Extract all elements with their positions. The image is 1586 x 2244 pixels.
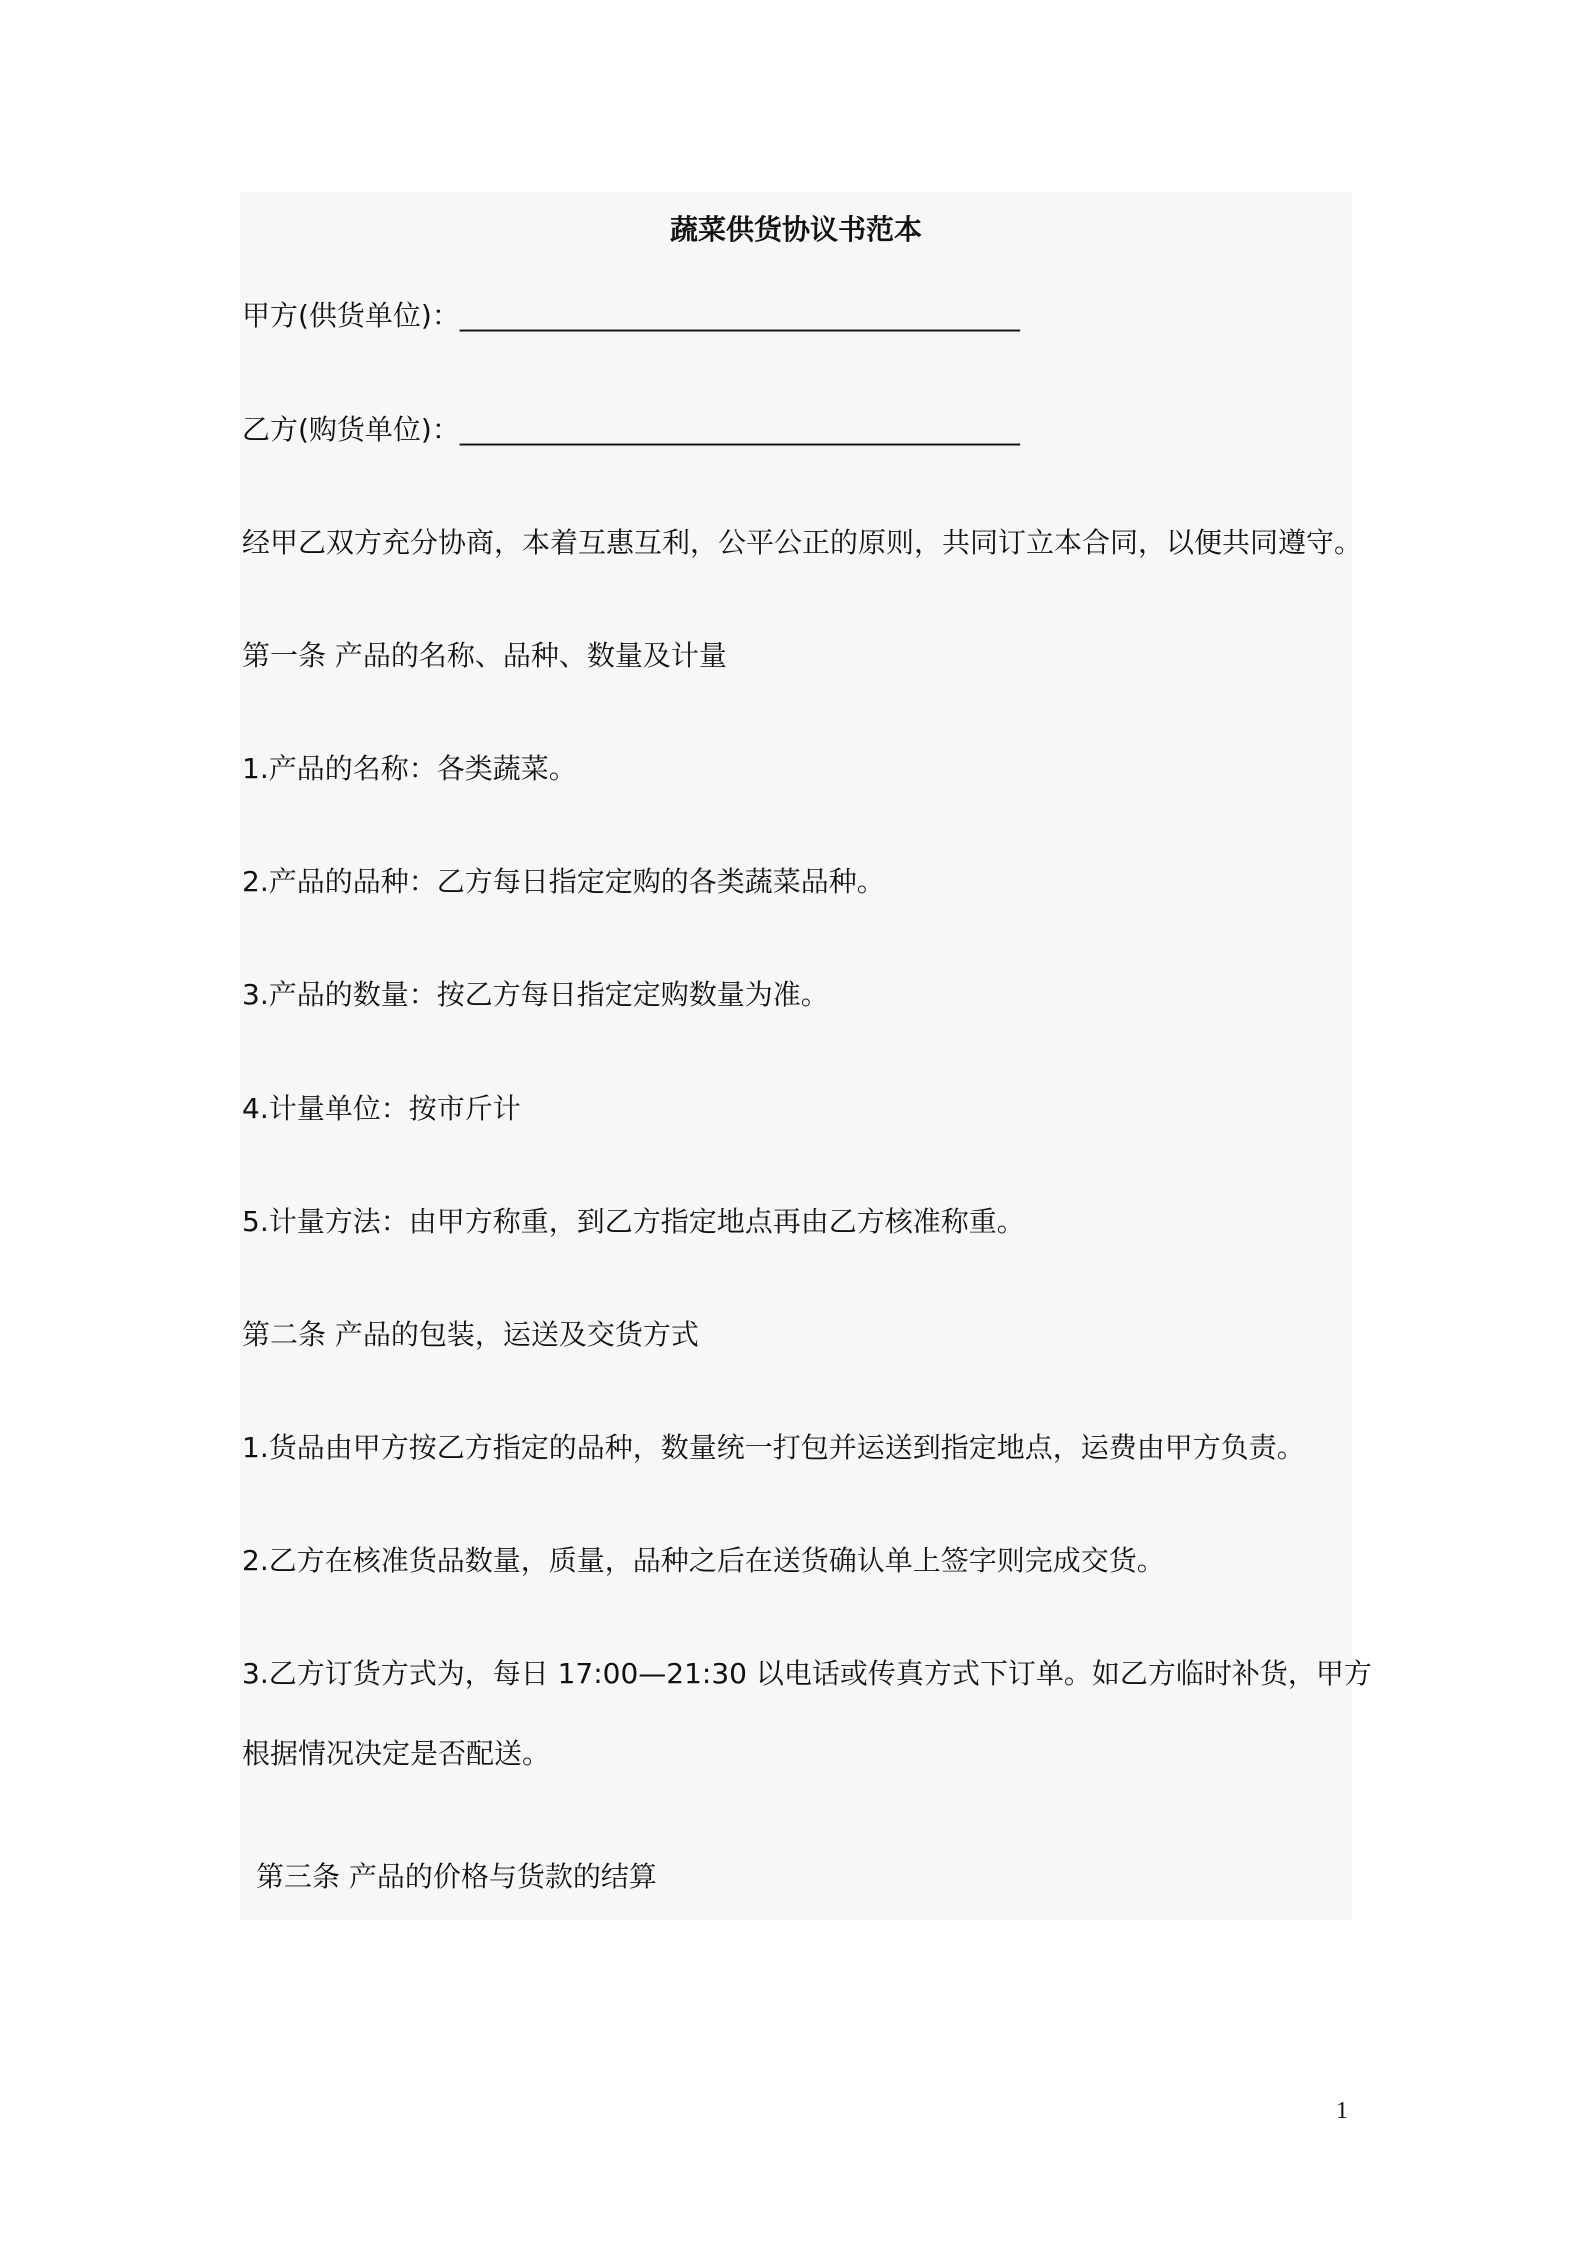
document-title: 蔬菜供货协议书范本 bbox=[669, 213, 922, 246]
article-3-heading: 第三条 产品的价格与货款的结算 bbox=[256, 1860, 657, 1893]
article-1-item-1: 1.产品的名称：各类蔬菜。 bbox=[242, 752, 577, 785]
article-2-item-3: 3.乙方订货方式为，每日 17:00—21:30 以电话或传真方式下订单。如乙方临时补货，甲方 bbox=[242, 1657, 1372, 1690]
article-1-heading: 第一条 产品的名称、品种、数量及计量 bbox=[242, 639, 727, 672]
party-b-line: 乙方(购货单位)：________________________________________ bbox=[242, 413, 1020, 446]
article-1-item-4: 4.计量单位：按市斤计 bbox=[242, 1092, 521, 1125]
article-1-item-3: 3.产品的数量：按乙方每日指定定购数量为准。 bbox=[242, 978, 829, 1011]
article-2-heading: 第二条 产品的包装，运送及交货方式 bbox=[242, 1318, 699, 1351]
article-2-item-3-continued: 根据情况决定是否配送。 bbox=[242, 1737, 551, 1770]
article-1-item-5: 5.计量方法：由甲方称重，到乙方指定地点再由乙方核准称重。 bbox=[242, 1205, 1025, 1238]
preamble-paragraph: 经甲乙双方充分协商，本着互惠互利，公平公正的原则，共同订立本合同，以便共同遵守。 bbox=[242, 526, 1363, 559]
party-a-line: 甲方(供货单位)：________________________________________ bbox=[242, 299, 1020, 332]
page-number: 1 bbox=[1336, 2098, 1348, 2124]
article-2-item-2: 2.乙方在核准货品数量，质量，品种之后在送货确认单上签字则完成交货。 bbox=[242, 1544, 1165, 1577]
article-2-item-1: 1.货品由甲方按乙方指定的品种，数量统一打包并运送到指定地点，运费由甲方负责。 bbox=[242, 1431, 1305, 1464]
article-1-item-2: 2.产品的品种：乙方每日指定定购的各类蔬菜品种。 bbox=[242, 865, 885, 898]
